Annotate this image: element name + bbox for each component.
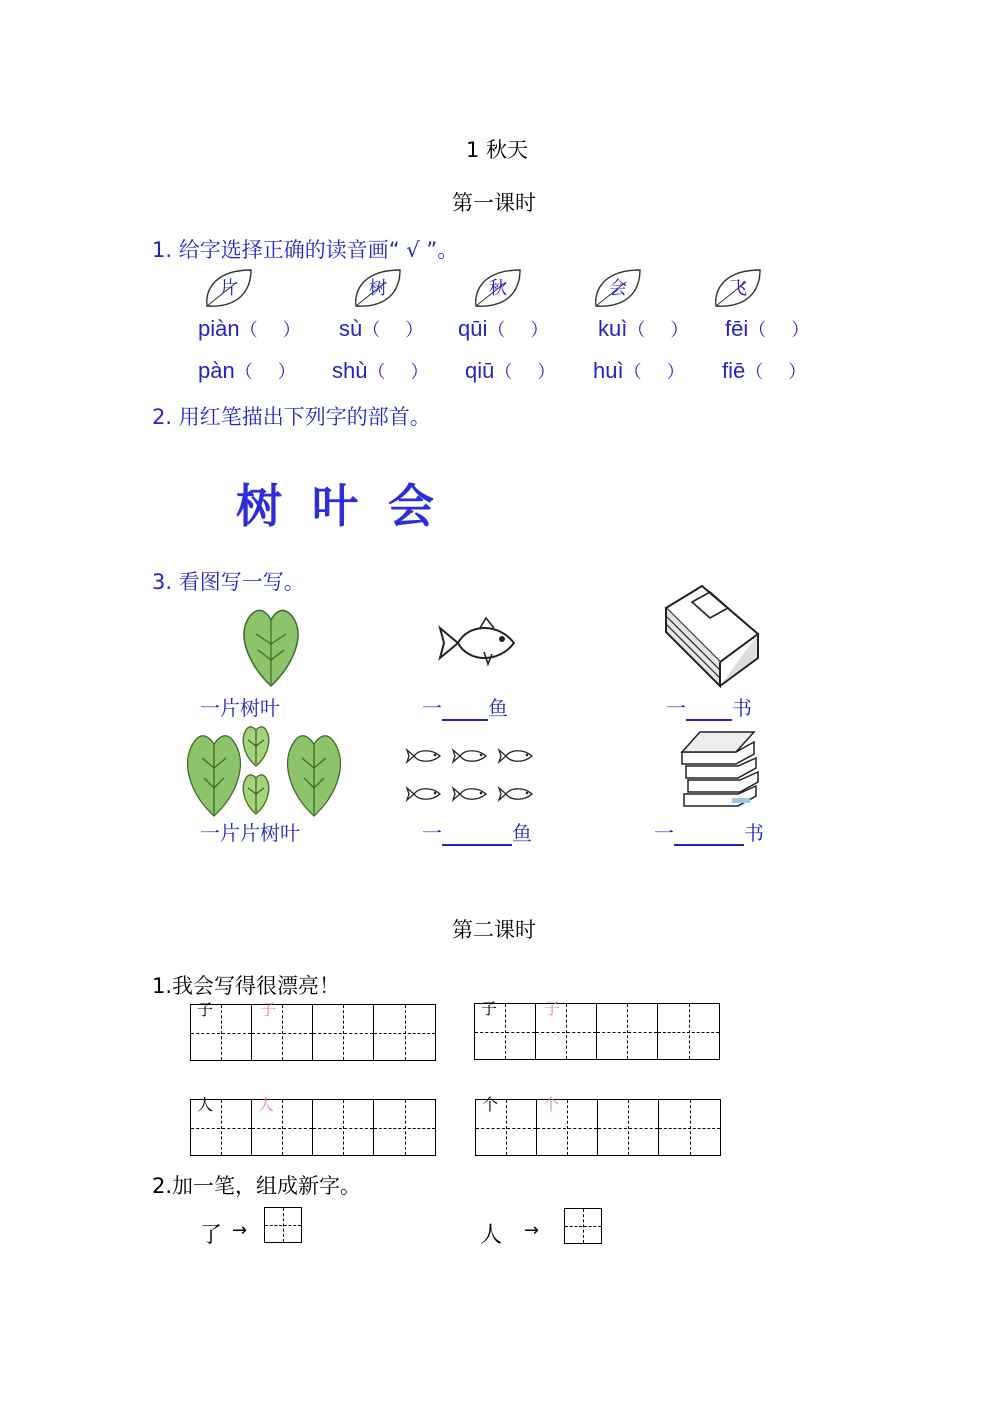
leaf-badge-2 bbox=[352, 266, 404, 310]
char-5: 飞 bbox=[729, 278, 747, 299]
page-title: 1 秋天 bbox=[466, 138, 529, 162]
pinyin-row2-1: pàn（ ） bbox=[198, 358, 306, 383]
question-1-prompt: 1. 给字选择正确的读音画“ √ ”。 bbox=[152, 238, 459, 262]
books-blank[interactable] bbox=[674, 824, 744, 846]
leaf-badge-4 bbox=[592, 266, 644, 310]
writing-grid-ge: 个 个 bbox=[475, 1099, 721, 1156]
book-blank[interactable] bbox=[686, 699, 732, 721]
fish-blank[interactable] bbox=[442, 699, 488, 721]
fish-image bbox=[436, 616, 518, 670]
pinyin-row2-2: shù（ ） bbox=[332, 358, 439, 383]
arrow-icon: → bbox=[524, 1220, 540, 1241]
pinyin-row1-3: qūi（ ） bbox=[458, 316, 559, 341]
arrow-icon: → bbox=[232, 1220, 248, 1241]
books-stack-image bbox=[678, 728, 762, 810]
char-1: 片 bbox=[220, 278, 238, 299]
pinyin-row1-1: piàn（ ） bbox=[198, 316, 311, 341]
books-caption: 一 书 bbox=[654, 821, 764, 845]
fish-group-image bbox=[404, 738, 538, 810]
leaf-image bbox=[240, 604, 302, 688]
pinyin-row1-5: fēi（ ） bbox=[725, 316, 820, 341]
add-stroke-char-a: 了 bbox=[200, 1223, 223, 1248]
writing-grid-ren: 人 人 bbox=[190, 1099, 436, 1156]
radical-char-1: 树 bbox=[236, 479, 282, 533]
fish-caption: 一 鱼 bbox=[422, 696, 508, 720]
char-4: 会 bbox=[609, 278, 627, 299]
radical-char-3: 会 bbox=[388, 479, 434, 533]
leaf-badge-5 bbox=[712, 266, 764, 310]
answer-box-b[interactable] bbox=[564, 1208, 602, 1244]
pinyin-row1-2: sù（ ） bbox=[339, 316, 434, 341]
leaf-badge-3 bbox=[472, 266, 524, 310]
lesson-two-heading: 第二课时 bbox=[452, 918, 536, 942]
char-3: 秋 bbox=[489, 278, 507, 299]
writing-grid-zi-2: 子 子 bbox=[474, 1003, 720, 1060]
book-caption: 一 书 bbox=[666, 696, 752, 720]
lesson-one-heading: 第一课时 bbox=[452, 191, 536, 215]
answer-box-a[interactable] bbox=[264, 1207, 302, 1243]
pinyin-row2-4: huì（ ） bbox=[593, 358, 695, 383]
pinyin-row2-3: qiū（ ） bbox=[465, 358, 566, 383]
leaf-caption: 一片树叶 bbox=[200, 696, 280, 720]
leaf-badge-1 bbox=[203, 266, 255, 310]
add-stroke-char-b: 人 bbox=[480, 1223, 503, 1248]
leaves-caption: 一片片树叶 bbox=[200, 821, 300, 845]
question-3-prompt: 3. 看图写一写。 bbox=[152, 570, 305, 594]
book-image bbox=[652, 582, 762, 690]
fishes-caption: 一 鱼 bbox=[422, 821, 532, 845]
pinyin-row1-4: kuì（ ） bbox=[598, 316, 699, 341]
pinyin-row2-5: fiē（ ） bbox=[722, 358, 817, 383]
leaves-group-image bbox=[184, 718, 344, 818]
writing-grid-zi-1: 子 子 bbox=[190, 1004, 436, 1061]
add-stroke-prompt: 2.加一笔，组成新字。 bbox=[152, 1174, 362, 1198]
char-2: 树 bbox=[369, 278, 387, 299]
radical-char-2: 叶 bbox=[312, 479, 358, 533]
question-2-prompt: 2. 用红笔描出下列字的部首。 bbox=[152, 405, 431, 429]
fishes-blank[interactable] bbox=[442, 824, 512, 846]
writing-prompt: 1.我会写得很漂亮！ bbox=[152, 974, 341, 998]
